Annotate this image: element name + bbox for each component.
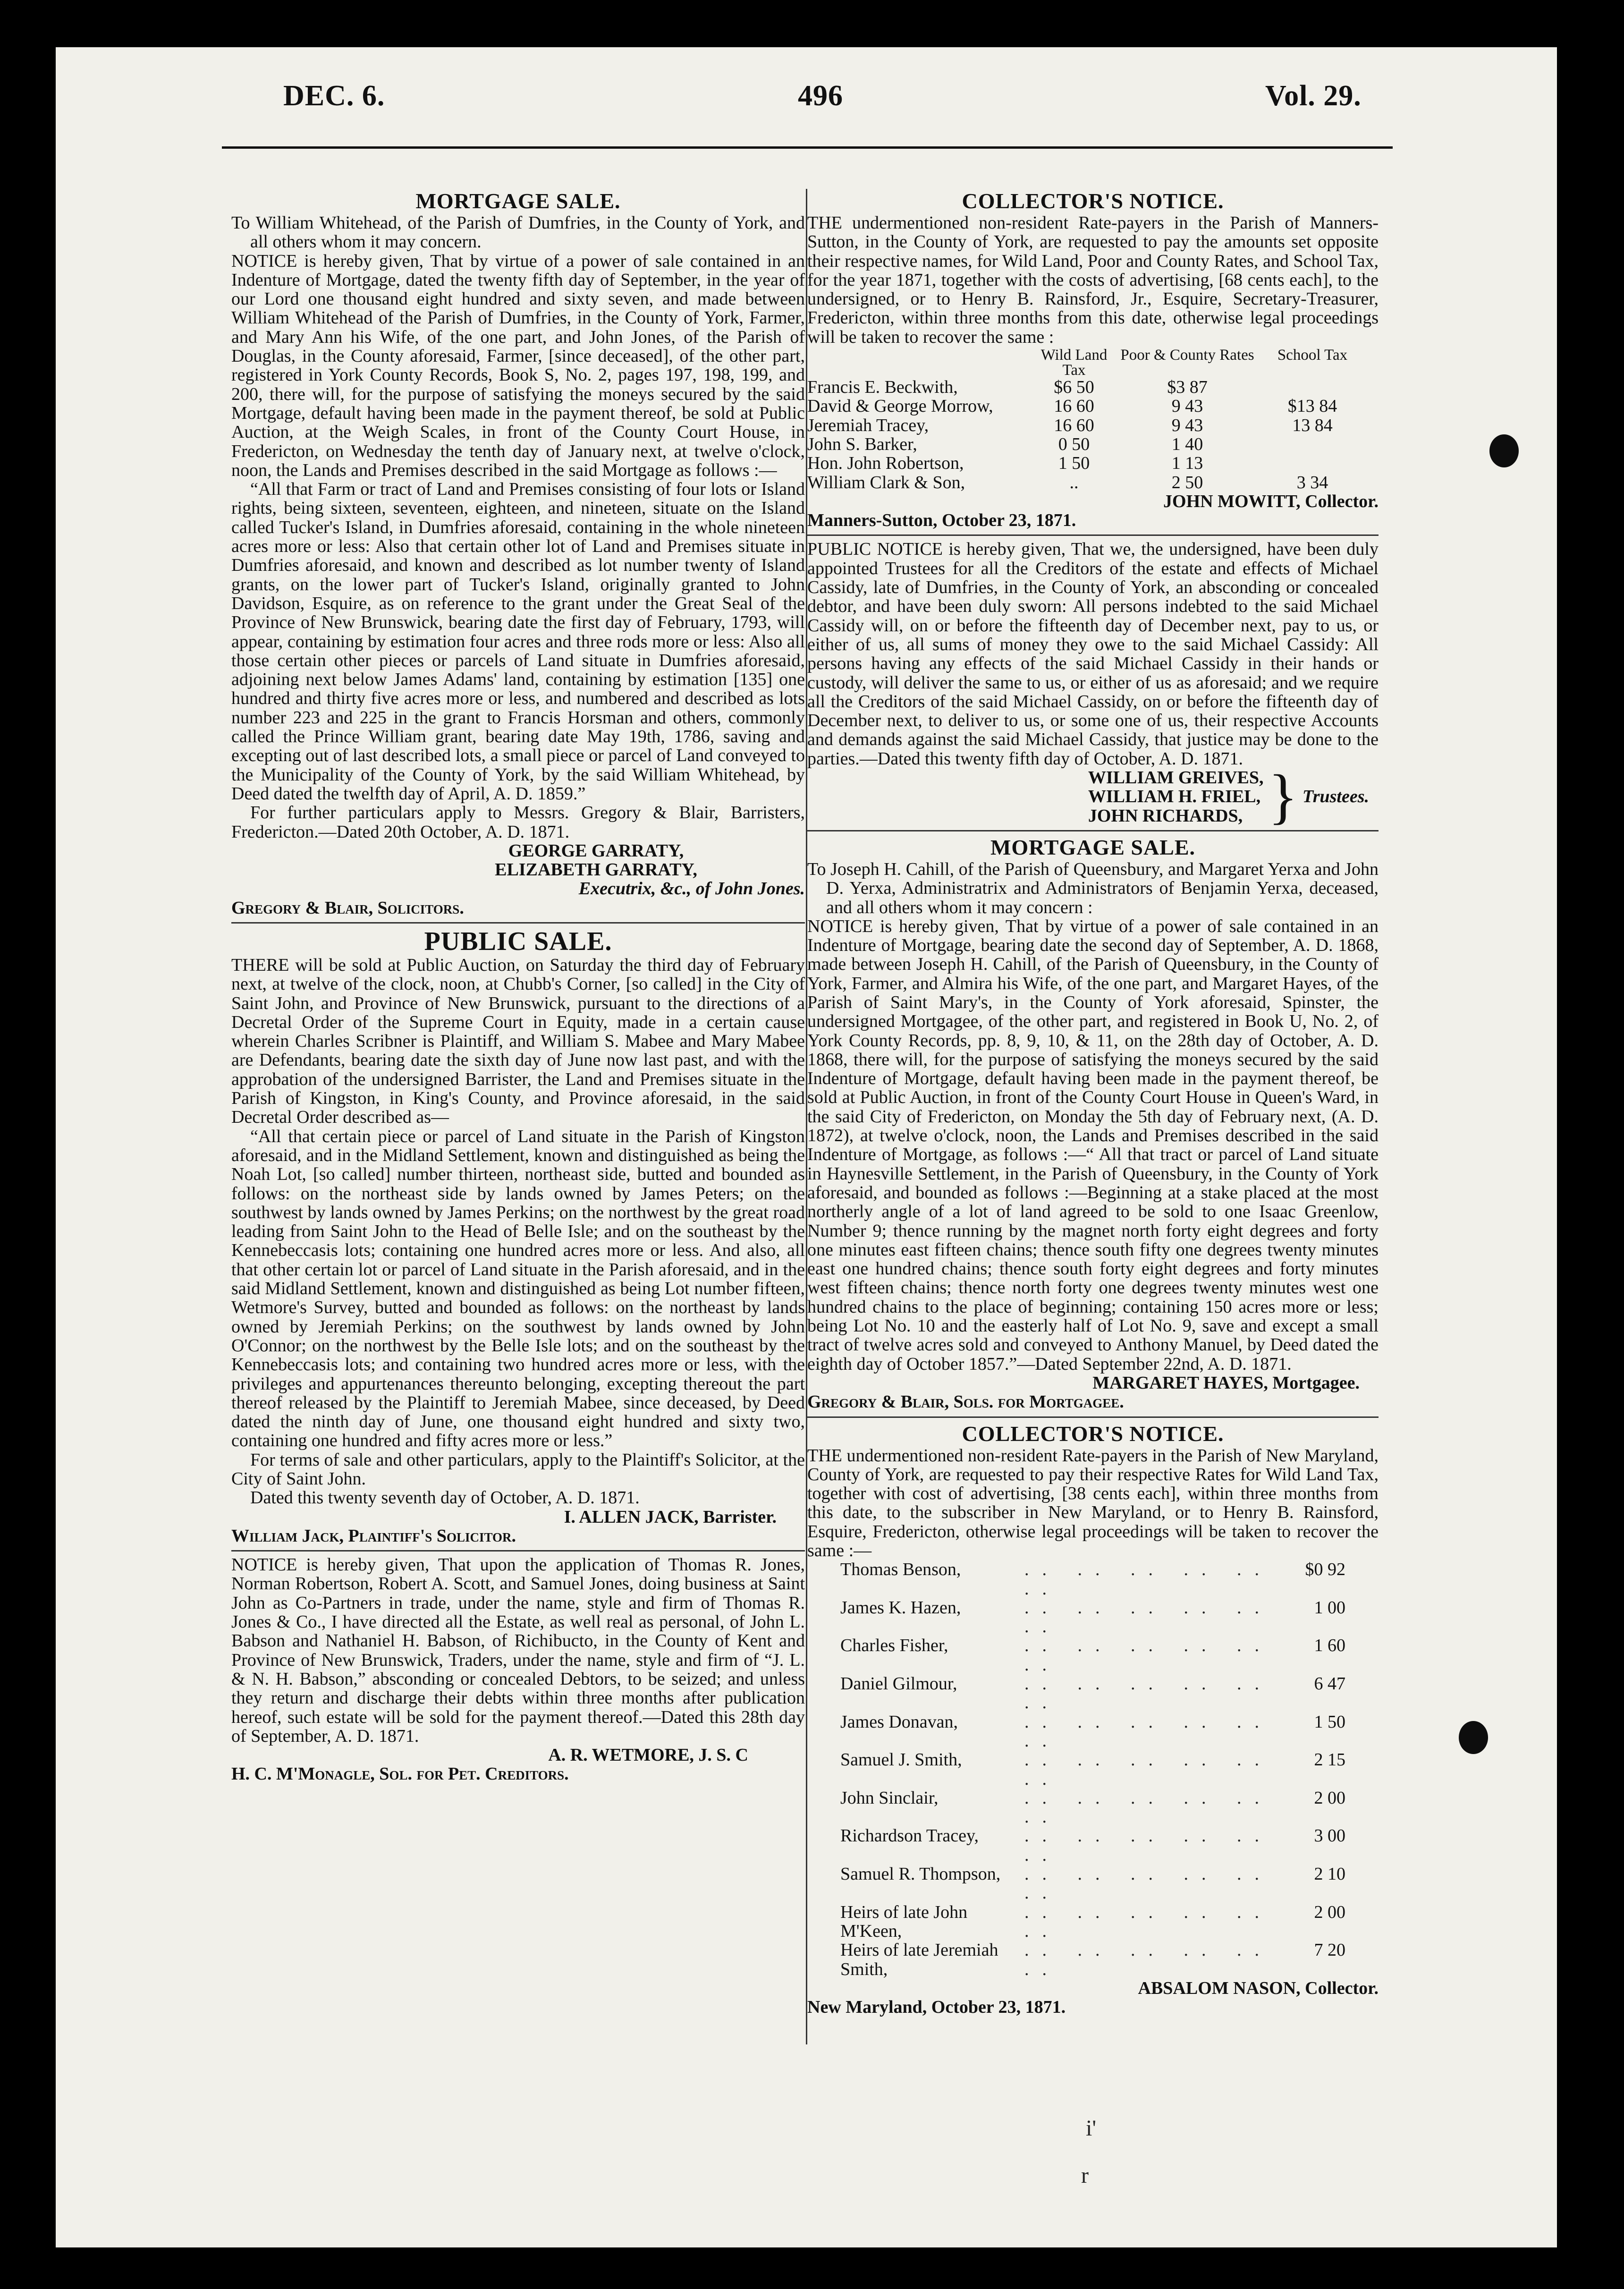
section-title: MORTGAGE SALE. xyxy=(990,835,1196,859)
list-item xyxy=(807,1636,1379,1674)
tax-amount: $13 84 xyxy=(1287,396,1337,416)
rate-amount: $0 92 xyxy=(1305,1560,1345,1580)
rate-amount: 1 60 xyxy=(1314,1636,1345,1656)
section-title: COLLECTOR'S NOTICE. xyxy=(962,189,1224,213)
address: To Joseph H. Cahill, of the Parish of Queensbury, and Margaret Yerxa and John D. Yerxa, Administratrix and Administrators of Benjamin Yerxa, deceased, and all others whom it may concern : xyxy=(807,859,1379,917)
section-title: PUBLIC SALE. xyxy=(424,926,612,956)
column-header: School Tax xyxy=(1277,347,1348,364)
rate-amount: 2 00 xyxy=(1314,1788,1345,1808)
collector-notice-manners-sutton xyxy=(807,189,1379,530)
public-sale-notice xyxy=(231,927,805,1545)
tax-amount: $3 87 xyxy=(1167,377,1208,398)
ratepayer-name: Jeremiah Tracey, xyxy=(807,415,929,435)
stray-mark: r xyxy=(1081,2163,1089,2188)
rate-amount: 1 50 xyxy=(1314,1712,1345,1732)
ratepayer-name: John S. Barker, xyxy=(807,434,917,454)
punch-hole xyxy=(1489,434,1519,467)
table-row xyxy=(807,397,1379,415)
rate-amount: 7 20 xyxy=(1314,1940,1345,1960)
leader-dots: .. .. .. .. .. .. xyxy=(1024,1788,1272,1827)
list-item xyxy=(807,1865,1379,1903)
tax-amount: 9 43 xyxy=(1171,415,1203,435)
tax-amount: 16 60 xyxy=(1054,415,1094,435)
quoted-description: “All that certain piece or parcel of Land situate in the Parish of Kingston aforesaid, and in the Midland Settlement, known and distinguished as being the Noah Lot, [so called] number thirteen, northeast side, butted and bounded as follows: on the northeast side by lands owned by James Peters; on the southwest by lands owned by James Perkins; on the northwest by the great road leading from Saint John to the Head of Belle Isle; and on the southeast by the Kennebeccasis lots; containing one hundred acres more or less. And also, all that other certain lot or parcel of Land situate in the Parish aforesaid, and in the said Midland Settlement, known and distinguished as being Lot number fifteen, Wetmore's Survey, butted and bounded as follows: on the northeast by lands owned by Jeremiah Perkins; on the southwest by lands owned by John O'Connor; on the northwest by the Belle Isle lots; and on the southeast by the Kennebeccasis lots; and containing two hundred acres more or less, with the privileges and appurtenances thereunto belonging, excepting thereout the part thereof released by the Plaintiff to Jeremiah Mabee, since deceased, by Deed dated the ninth day of June, one thousand eight hundred and sixty two, containing one hundred and fifty acres more or less.” xyxy=(231,1126,805,1451)
notice-text: THERE will be sold at Public Auction, on Saturday the third day of February next, at twelve of the clock, noon, at Chubb's Corner, [so called] in the City of Saint John, and Province of New Brunswick, pursuant to the directions of a Decretal Order of the Supreme Court in Equity, made in a certain cause wherein Charles Scribner is Plaintiff, and William S. Mabee and Mary Mabee are Defendants, bearing date the sixth day of June now last past, and with the approbation of the undersigned Barrister, the Land and Premises situate in the Parish of Kingston, in King's County, and Province aforesaid, in the said Decretal Order described as— xyxy=(231,955,805,1128)
list-item xyxy=(807,1713,1379,1751)
header-volume: Vol. 29. xyxy=(1265,80,1362,112)
ratepayer-name: James K. Hazen, xyxy=(840,1597,961,1618)
notice-text: NOTICE is hereby given, That upon the application of Thomas R. Jones, Norman Robertson, Robert A. Scott, and Samuel Jones, doing business at Saint John as Co-Partners in trade, under the name, style and firm of Thomas R. Jones & Co., I have directed all the Estate, as well real as personal, of John L. Babson and Nathaniel H. Babson, of Richibucto, in the County of Kent and Province of New Brunswick, Traders, under the name, style and firm of “J. L. & N. H. Babson,” absconding or concealed Debtors, to be seized; and unless they return and discharge their debts within three months after publication hereof, such estate will be sold for the payment thereof.—Dated this 28th day of September, A. D. 1871. xyxy=(231,1555,805,1746)
solicitors: Gregory & Blair, Solicitors. xyxy=(231,898,464,918)
trustees-label: Trustees. xyxy=(1302,787,1369,807)
tax-amount: 2 50 xyxy=(1171,472,1203,492)
mortgage-sale-notice-2 xyxy=(807,835,1379,1412)
section-rule xyxy=(231,922,805,924)
signatory: ABSALOM NASON, Collector. xyxy=(1138,1978,1379,1998)
section-rule xyxy=(807,1416,1379,1418)
rate-amount: 2 15 xyxy=(1314,1750,1345,1770)
leader-dots: .. .. .. .. .. .. xyxy=(1024,1864,1272,1903)
stray-mark: i' xyxy=(1086,2116,1096,2141)
trustee-name: WILLIAM H. FRIEL, xyxy=(1088,787,1261,807)
signatory: I. ALLEN JACK, Barrister. xyxy=(564,1507,777,1527)
rate-amount: 1 00 xyxy=(1314,1597,1345,1618)
ratepayer-name: Samuel J. Smith, xyxy=(840,1750,962,1770)
tax-amount: 1 50 xyxy=(1058,453,1090,474)
table-row xyxy=(807,473,1379,492)
terms: For terms of sale and other particulars, apply to the Plaintiff's Solicitor, at the City of Saint John. xyxy=(231,1450,805,1489)
table-row xyxy=(807,435,1379,454)
column-header: Wild Land Tax xyxy=(1040,347,1108,379)
right-column xyxy=(807,189,1379,2017)
tax-amount: 9 43 xyxy=(1171,396,1203,416)
tax-table xyxy=(807,378,1379,492)
signatory-title: Executrix, &c., of John Jones. xyxy=(578,879,805,899)
left-column xyxy=(231,189,805,1784)
leader-dots: .. .. .. .. .. .. xyxy=(1024,1826,1272,1865)
place-date: Manners-Sutton, October 23, 1871. xyxy=(807,510,1076,531)
tax-amount: 16 60 xyxy=(1054,396,1094,416)
tax-table-header xyxy=(807,348,1379,378)
table-row xyxy=(807,454,1379,473)
further-particulars: For further particulars apply to Messrs. Gregory & Blair, Barristers, Fredericton.—Dated 20th October, A. D. 1871. xyxy=(231,803,805,842)
leader-dots: .. .. .. .. .. .. xyxy=(1024,1750,1272,1789)
tax-amount: 3 34 xyxy=(1296,472,1328,492)
table-row xyxy=(807,378,1379,397)
ratepayer-name: Heirs of late John M'Keen, xyxy=(840,1902,968,1941)
rate-amount: 6 47 xyxy=(1314,1674,1345,1694)
signatory: ELIZABETH GARRATY, xyxy=(495,860,697,880)
place-date: New Maryland, October 23, 1871. xyxy=(807,1997,1066,2018)
solicitors: Gregory & Blair, Sols. for Mortgagee. xyxy=(807,1392,1124,1412)
notice-text: THE undermentioned non-resident Rate-payers in the Parish of New Maryland, County of York, are requested to pay their respective Rates for Wild Land Tax, together with cost of advertising, [38 cents each], within three months from this date, to the subscriber in New Maryland, or to Henry B. Rainsford, Esquire, Fredericton, otherwise legal proceedings will be taken to recover the same :— xyxy=(807,1445,1379,1560)
ratepayer-name: Daniel Gilmour, xyxy=(840,1674,957,1694)
section-title: COLLECTOR'S NOTICE. xyxy=(962,1421,1224,1446)
leader-dots: .. .. .. .. .. .. xyxy=(1024,1674,1272,1713)
tax-amount: 1 13 xyxy=(1171,453,1203,474)
trustee-signatures xyxy=(807,763,1379,831)
section-rule xyxy=(807,534,1379,536)
list-item xyxy=(807,1560,1379,1598)
notice-text: PUBLIC NOTICE is hereby given, That we, the undersigned, have been duly appointed Trustees for all the Creditors of the estate and effects of Michael Cassidy, late of Dumfries, in the County of York, an absconding or concealed debtor, and have been duly sworn: All persons indebted to the said Michael Cassidy will, on or before the fifteenth day of December next, pay to us, or either of us, all sums of money they owe to the said Michael Cassidy: All persons having any effects of the said Michael Cassidy in their hands or custody, will deliver the same to us, or either of us as aforesaid; and we require all the Creditors of the said Michael Cassidy, on or before the fifteenth day of December next, to deliver to us, or some one of us, their respective Accounts and demands against the said Michael Cassidy, that justice may be done to the parties.—Dated this twenty fifth day of October, A. D. 1871. xyxy=(807,539,1379,769)
list-item xyxy=(807,1750,1379,1789)
mortgage-sale-notice xyxy=(231,189,805,917)
signatory: GEORGE GARRATY, xyxy=(508,840,684,861)
column-header: Poor & County Rates xyxy=(1120,347,1254,364)
ratepayer-name: James Donavan, xyxy=(840,1712,958,1732)
ratepayer-name: Francis E. Beckwith, xyxy=(807,377,958,398)
solicitor: William Jack, Plaintiff's Solicitor. xyxy=(231,1526,516,1546)
rate-amount: 3 00 xyxy=(1314,1826,1345,1846)
rate-amount: 2 10 xyxy=(1314,1864,1345,1884)
leader-dots: .. .. .. .. .. .. xyxy=(1024,1940,1272,1979)
list-item xyxy=(807,1674,1379,1713)
ratepayer-name: Heirs of late Jeremiah Smith, xyxy=(840,1940,998,1979)
list-item xyxy=(807,1789,1379,1827)
tax-amount: 13 84 xyxy=(1292,415,1333,435)
section-rule xyxy=(231,1550,805,1551)
ratepayer-name: Thomas Benson, xyxy=(840,1560,961,1580)
ratepayer-name: John Sinclair, xyxy=(840,1788,939,1808)
notice-text: NOTICE is hereby given, That by virtue of a power of sale contained in an Indenture of Mortgage, dated the twenty fifth day of September, in the year of our Lord one thousand eight hundred and sixty seven, and made between William Whitehead of the Parish of Dumfries, in the County of York, Farmer, and Mary Ann his Wife, of the one part, and John Jones, of the Parish of Douglas, in the County aforesaid, Farmer, [since deceased], of the other part, registered in York County Records, Book S, No. 2, pages 197, 198, 199, and 200, there will, for the purpose of satisfying the moneys secured by the said Mortgage, default having been made in the payment thereof, be sold at Public Auction, at the Weigh Scales, in front of the County Court House, in Fredericton, on Wednesday the tenth day of January next, at twelve o'clock, noon, the Lands and Premises described in the said Mortgage as follows :— xyxy=(231,251,805,480)
punch-hole xyxy=(1459,1721,1488,1754)
list-item xyxy=(807,1903,1379,1941)
list-item xyxy=(807,1598,1379,1636)
header-rule xyxy=(222,146,1393,149)
header-date: DEC. 6. xyxy=(283,80,385,112)
signatory: A. R. WETMORE, J. S. C xyxy=(548,1745,748,1765)
rate-amount: 2 00 xyxy=(1314,1902,1345,1922)
section-title: MORTGAGE SALE. xyxy=(415,189,621,213)
list-item xyxy=(807,1826,1379,1865)
leader-dots: .. .. .. .. .. .. xyxy=(1024,1560,1272,1599)
header-page-number: 496 xyxy=(798,80,843,112)
ratepayer-name: William Clark & Son, xyxy=(807,472,965,492)
leader-dots: .. .. .. .. .. .. xyxy=(1024,1597,1272,1637)
ratepayer-name: Hon. John Robertson, xyxy=(807,453,964,474)
signatory: MARGARET HAYES, Mortgagee. xyxy=(1092,1373,1360,1393)
brace-glyph: } xyxy=(1268,763,1298,831)
tax-amount: 0 50 xyxy=(1058,434,1090,454)
solicitor: H. C. M'Monagle, Sol. for Pet. Creditors. xyxy=(231,1764,569,1784)
trustee-notice xyxy=(807,539,1379,831)
ratepayer-name: David & George Morrow, xyxy=(807,396,993,416)
table-row xyxy=(807,416,1379,435)
ratepayer-name: Charles Fisher, xyxy=(840,1636,948,1656)
tax-amount: $6 50 xyxy=(1054,377,1094,398)
trustee-name: JOHN RICHARDS, xyxy=(1088,805,1243,826)
notice-text: NOTICE is hereby given, That by virtue of a power of sale contained in an Indenture of Mortgage, bearing date the second day of September, A. D. 1868, made between Joseph H. Cahill, of the Parish of Queensbury, in the County of York, Farmer, and Almira his Wife, of the one part, and Margaret Hayes, of the Parish of Saint Mary's, in the County of York aforesaid, Spinster, the undersigned Mortgagee, of the other part, and registered in Book U, No. 2, of York County Records, pp. 8, 9, 10, & 11, on the 28th day of October, A. D. 1868, there will, for the purpose of satisfying the moneys secured by the said Indenture of Mortgage, default having been made in the payment thereof, be sold at Public Auction, in front of the County Court House in Queen's Ward, in the said City of Fredericton, on Monday the 5th day of February next, (A. D. 1872), at twelve o'clock, noon, the Lands and Premises described in the said Indenture of Mortgage, as follows :—“ All that tract or parcel of Land situate in Haynesville Settlement, in the Parish of Queensbury, in the County of York aforesaid, and bounded as follows :—Beginning at a stake placed at the most northerly angle of a lot of land agreed to be sold to one Isaac Greenlow, Number 9; thence running by the magnet north forty eight degrees and forty one minutes east fifteen chains; thence south fifty one degrees twenty minutes east one hundred chains; thence south forty eight degrees and forty minutes west fifteen chains; thence north forty one degrees twenty minutes west one hundred chains to the place of beginning; containing 150 acres more or less; being Lot No. 10 and the easterly half of Lot No. 9, save and except a small tract of twelve acres sold and conveyed to Anthony Manuel, by Deed dated the eighth day of October 1857.”—Dated September 22nd, A. D. 1871. xyxy=(807,916,1379,1374)
collector-notice-new-maryland xyxy=(807,1422,1379,2017)
quoted-description: “All that Farm or tract of Land and Premises consisting of four lots or Island rights, being sixteen, seventeen, eighteen, and nineteen, situate on the Island called Tucker's Island, in Dumfries aforesaid, containing in the whole nineteen acres more or less: Also that certain other lot of Land and Premises situate in Dumfries aforesaid, and known and described as lot number twenty of Island grants, on the lower part of Tucker's Island, originally granted to John Davidson, Esquire, as on reference to the grant under the Great Seal of the Province of New Brunswick, bearing date the first day of February, 1793, will appear, containing by estimation four acres and three rods more or less: Also all those certain other pieces or parcels of Land situate in Dumfries aforesaid, adjoining next below James Adams' land, containing by estimation [135] one hundred and thirty five acres more or less, and numbered and described as lots number 223 and 225 in the grant to Francis Horsman and others, commonly called the Prince William grant, bearing date May 19th, 1786, saving and excepting out of last described lots, a small piece or parcel of Land conveyed to the Municipality of the County of York, by the said William Whitehead, by Deed dated the twelfth day of April, A. D. 1859.” xyxy=(231,479,805,804)
leader-dots: .. .. .. .. .. .. xyxy=(1024,1712,1272,1751)
absconding-debtor-notice xyxy=(231,1555,805,1784)
signatory: JOHN MOWITT, Collector. xyxy=(1163,491,1379,511)
ratepayer-name: Richardson Tracey, xyxy=(840,1826,979,1846)
trustee-name: WILLIAM GREIVES, xyxy=(1088,768,1264,788)
page-header xyxy=(0,79,1624,131)
dated: Dated this twenty seventh day of October, A. D. 1871. xyxy=(250,1488,640,1508)
leader-dots: .. .. .. .. .. .. xyxy=(1024,1902,1272,1941)
tax-amount: 1 40 xyxy=(1171,434,1203,454)
list-item xyxy=(807,1941,1379,1979)
tax-amount: .. xyxy=(1069,472,1079,492)
address: To William Whitehead, of the Parish of Dumfries, in the County of York, and all others whom it may concern. xyxy=(231,213,805,252)
ratepayer-name: Samuel R. Thompson, xyxy=(840,1864,1001,1884)
leader-dots: .. .. .. .. .. .. xyxy=(1024,1636,1272,1675)
rate-list xyxy=(807,1560,1379,1979)
notice-text: THE undermentioned non-resident Rate-payers in the Parish of Manners-Sutton, in the County of York, are requested to pay the amounts set opposite their respective names, for Wild Land, Poor and County Rates, and School Tax, for the year 1871, together with the costs of advertising, [68 cents each], to the undersigned, or to Henry B. Rainsford, Jr., Esquire, Secretary-Treasurer, Fredericton, within three months from this date, otherwise legal proceedings will be taken to recover the same : xyxy=(807,213,1379,347)
